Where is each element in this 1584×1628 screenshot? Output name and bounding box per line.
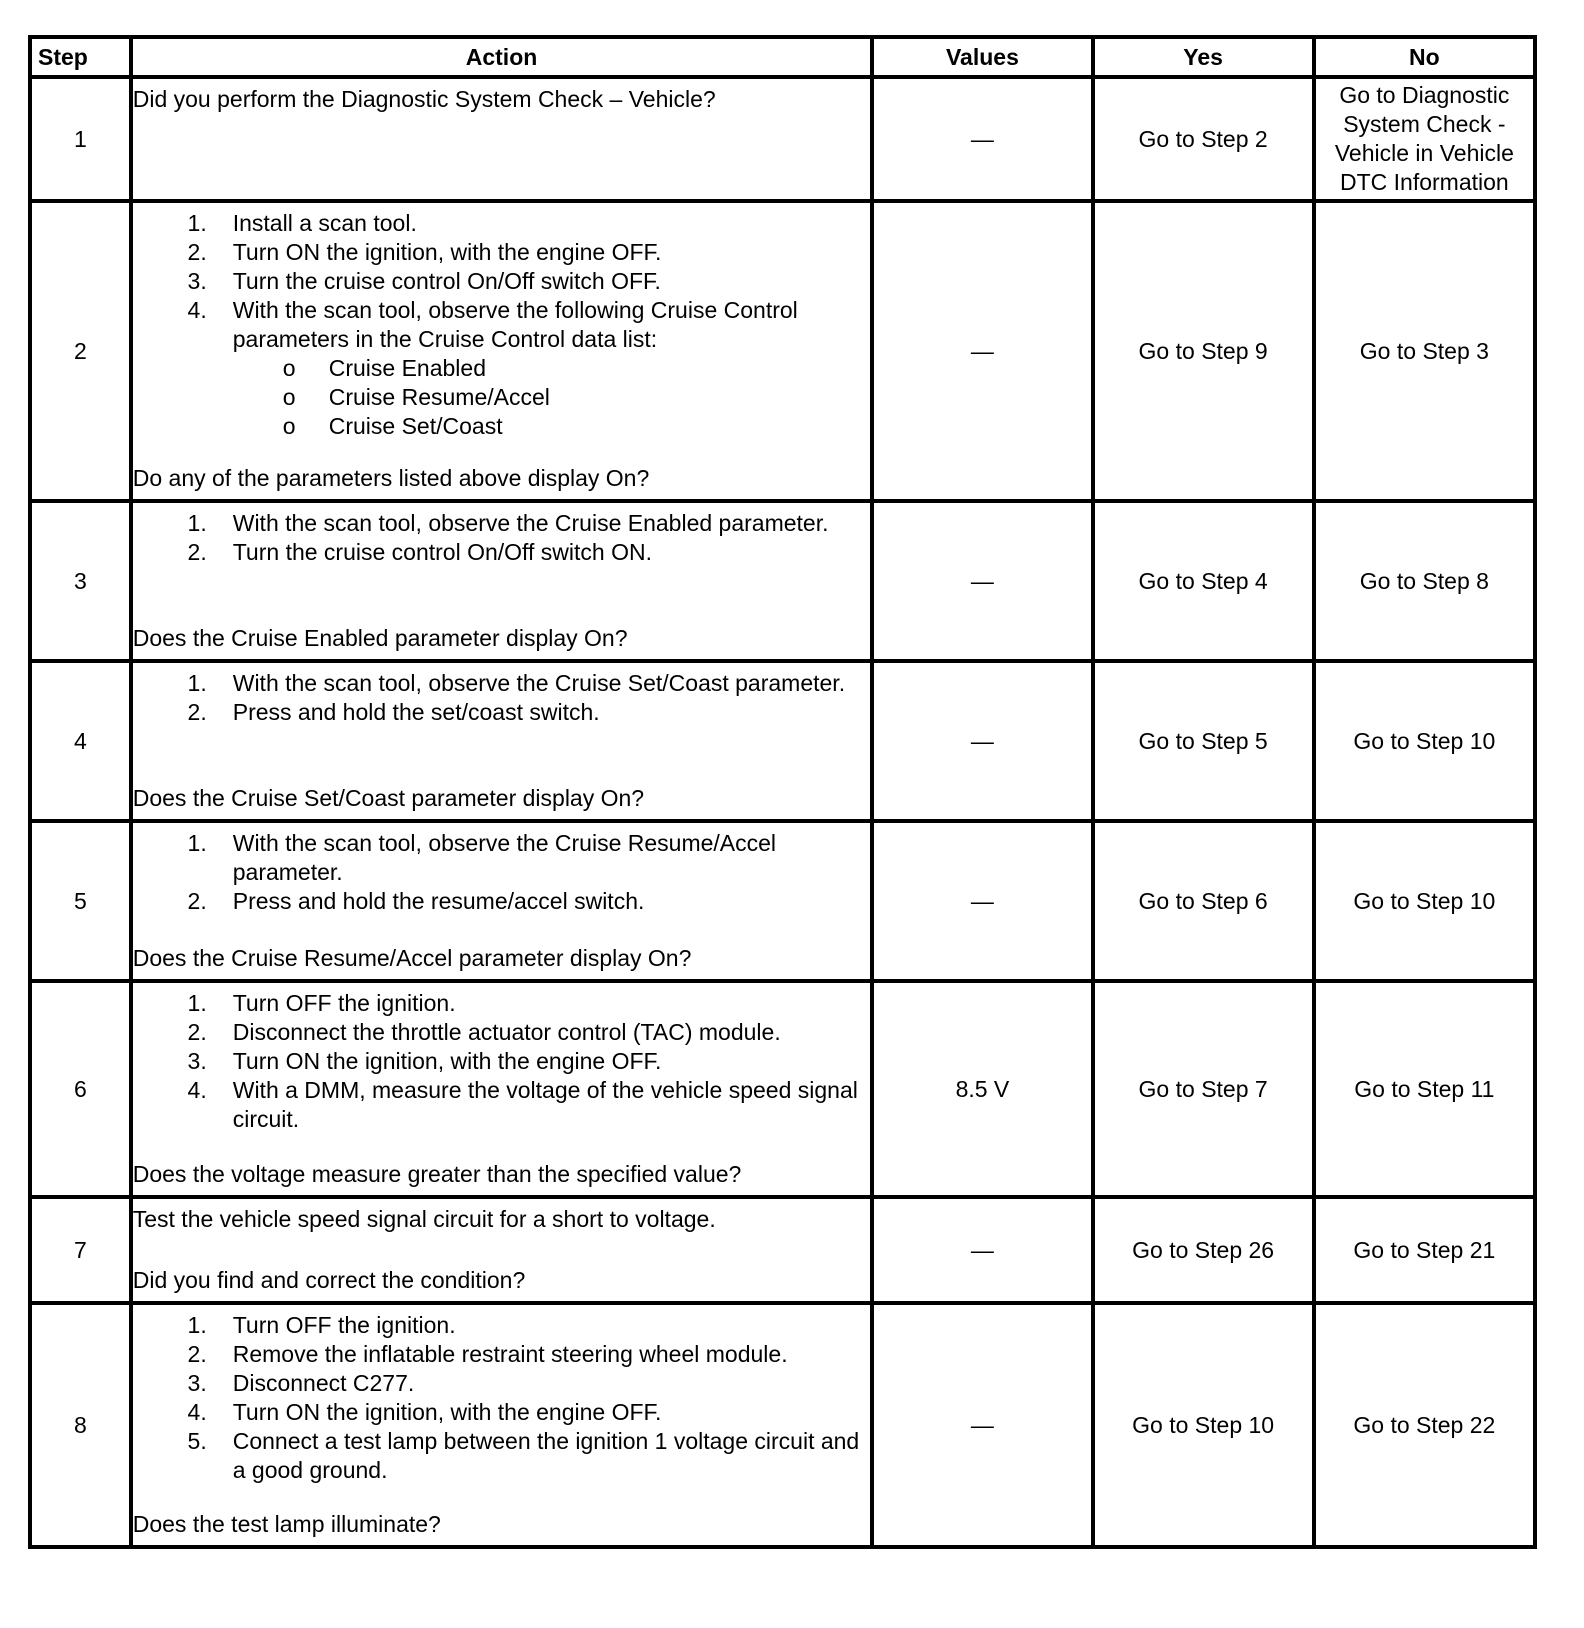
value-cell: — (872, 1303, 1092, 1547)
parameter-item (283, 412, 871, 441)
action-cell (131, 1303, 873, 1547)
action-step-text: With the scan tool, observe the Cruise Enabled parameter. (232, 510, 829, 536)
action-step-text: Turn OFF the ignition. (232, 990, 456, 1016)
yes-result: Go to Step 10 (1093, 1303, 1314, 1547)
action-step (179, 989, 871, 1018)
action-step (179, 238, 871, 267)
step-number: 8 (30, 1303, 131, 1547)
action-step (179, 509, 871, 538)
action-step (179, 1018, 871, 1047)
action-step-number: 2. (187, 1341, 207, 1367)
header-row (30, 37, 1535, 77)
action-step (179, 1311, 871, 1340)
action-question: Does the Cruise Enabled parameter display On? (132, 625, 628, 651)
action-step-text: Turn the cruise control On/Off switch ON. (232, 539, 652, 565)
yes-result: Go to Step 2 (1093, 77, 1314, 201)
action-step (179, 1369, 871, 1398)
action-step-number: 4. (187, 1077, 207, 1103)
action-steps-list (133, 509, 871, 567)
action-step-text: Install a scan tool. (232, 210, 417, 236)
parameter-item (283, 383, 871, 412)
action-step-number: 1. (187, 210, 207, 236)
action-step (179, 267, 871, 296)
action-step-number: 3. (187, 1370, 207, 1396)
action-question: Does the voltage measure greater than the specified value? (132, 1161, 742, 1187)
table-row (30, 1303, 1535, 1547)
action-question: Does the test lamp illuminate? (132, 1511, 441, 1537)
no-result: Go to Step 10 (1314, 821, 1535, 981)
circle-bullet-icon: o (282, 384, 296, 410)
yes-result: Go to Step 7 (1093, 981, 1314, 1197)
action-step-number: 1. (187, 990, 207, 1016)
table-row (30, 501, 1535, 661)
table-row (30, 1197, 1535, 1303)
no-result: Go to Step 22 (1314, 1303, 1535, 1547)
value-cell: — (872, 1197, 1092, 1303)
action-step-number: 3. (187, 268, 207, 294)
action-step (179, 538, 871, 567)
action-steps-list (133, 989, 871, 1134)
action-step-text: Press and hold the resume/accel switch. (232, 888, 645, 914)
action-cell (131, 1197, 873, 1303)
action-step-text: Disconnect C277. (232, 1370, 415, 1396)
circle-bullet-icon: o (282, 355, 296, 381)
action-step (179, 829, 871, 887)
action-step (179, 669, 871, 698)
step-number: 5 (30, 821, 131, 981)
action-step-text: Turn ON the ignition, with the engine OFF. (232, 1399, 662, 1425)
action-instruction: Test the vehicle speed signal circuit for a short to voltage. (132, 1206, 716, 1232)
no-result: Go to Step 8 (1314, 501, 1535, 661)
action-step-text: With a DMM, measure the voltage of the vehicle speed signal circuit. (232, 1077, 858, 1132)
no-result: Go to Step 10 (1314, 661, 1535, 821)
action-cell (131, 77, 873, 201)
action-step-text: Disconnect the throttle actuator control (TAC) module. (232, 1019, 781, 1045)
action-instruction: Did you perform the Diagnostic System Check – Vehicle? (132, 86, 716, 112)
table-row (30, 77, 1535, 201)
action-question: Did you find and correct the condition? (132, 1267, 526, 1293)
table-row (30, 981, 1535, 1197)
action-question: Does the Cruise Resume/Accel parameter display On? (132, 945, 692, 971)
parameter-list (233, 354, 871, 441)
action-step-text: Remove the inflatable restraint steering wheel module. (232, 1341, 788, 1367)
no-result: Go to Diagnostic System Check - Vehicle in Vehicle DTC Information (1314, 77, 1535, 201)
action-steps-list (133, 1311, 871, 1485)
parameter-name: Cruise Set/Coast (328, 413, 503, 439)
diagnostic-table (28, 35, 1537, 1549)
value-cell: — (872, 501, 1092, 661)
action-step (179, 209, 871, 238)
action-step-text: Press and hold the set/coast switch. (232, 699, 600, 725)
action-step-number: 1. (187, 830, 207, 856)
action-step-number: 2. (187, 239, 207, 265)
action-step-text: With the scan tool, observe the Cruise Set/Coast parameter. (232, 670, 846, 696)
yes-result: Go to Step 4 (1093, 501, 1314, 661)
step-number: 1 (30, 77, 131, 201)
action-step-text: Turn the cruise control On/Off switch OFF. (232, 268, 661, 294)
action-step-number: 4. (187, 1399, 207, 1425)
action-step-number: 4. (187, 297, 207, 323)
no-result: Go to Step 11 (1314, 981, 1535, 1197)
action-step-text: Turn ON the ignition, with the engine OFF. (232, 239, 662, 265)
action-steps-list (133, 669, 871, 727)
action-step-number: 1. (187, 1312, 207, 1338)
action-cell (131, 981, 873, 1197)
action-step-text: Turn OFF the ignition. (232, 1312, 456, 1338)
value-cell: — (872, 661, 1092, 821)
action-step-number: 2. (187, 539, 207, 565)
action-cell (131, 661, 873, 821)
header-step: Step (30, 37, 131, 77)
action-steps-list (133, 209, 871, 441)
header-values: Values (872, 37, 1092, 77)
table-body (30, 77, 1535, 1547)
no-result: Go to Step 3 (1314, 201, 1535, 501)
action-step-number: 1. (187, 510, 207, 536)
yes-result: Go to Step 5 (1093, 661, 1314, 821)
step-number: 3 (30, 501, 131, 661)
parameter-name: Cruise Enabled (328, 355, 486, 381)
step-number: 7 (30, 1197, 131, 1303)
action-step-text: Turn ON the ignition, with the engine OFF. (232, 1048, 662, 1074)
action-steps-list (133, 829, 871, 916)
step-number: 4 (30, 661, 131, 821)
parameter-item (283, 354, 871, 383)
action-step (179, 1076, 871, 1134)
table-row (30, 821, 1535, 981)
action-step (179, 296, 871, 441)
circle-bullet-icon: o (282, 413, 296, 439)
no-result: Go to Step 21 (1314, 1197, 1535, 1303)
action-step (179, 698, 871, 727)
header-no: No (1314, 37, 1535, 77)
parameter-name: Cruise Resume/Accel (328, 384, 550, 410)
action-question: Does the Cruise Set/Coast parameter display On? (132, 785, 645, 811)
step-number: 2 (30, 201, 131, 501)
action-step-number: 2. (187, 888, 207, 914)
yes-result: Go to Step 6 (1093, 821, 1314, 981)
action-step-text: Connect a test lamp between the ignition 1 voltage circuit and a good ground. (232, 1428, 860, 1483)
action-step-number: 2. (187, 1019, 207, 1045)
value-cell: — (872, 821, 1092, 981)
action-question: Do any of the parameters listed above display On? (132, 465, 650, 491)
action-step (179, 887, 871, 916)
action-step-text: With the scan tool, observe the following Cruise Control parameters in the Cruise Control data list: (232, 297, 798, 352)
action-step-number: 3. (187, 1048, 207, 1074)
action-step (179, 1340, 871, 1369)
table-row (30, 201, 1535, 501)
header-action: Action (131, 37, 873, 77)
yes-result: Go to Step 9 (1093, 201, 1314, 501)
action-step-number: 2. (187, 699, 207, 725)
yes-result: Go to Step 26 (1093, 1197, 1314, 1303)
value-cell: — (872, 77, 1092, 201)
step-number: 6 (30, 981, 131, 1197)
action-step (179, 1398, 871, 1427)
action-cell (131, 821, 873, 981)
action-step-number: 1. (187, 670, 207, 696)
table-row (30, 661, 1535, 821)
action-step-text: With the scan tool, observe the Cruise Resume/Accel parameter. (232, 830, 777, 885)
value-cell: 8.5 V (872, 981, 1092, 1197)
action-step-number: 5. (187, 1428, 207, 1454)
value-cell: — (872, 201, 1092, 501)
action-cell (131, 501, 873, 661)
action-step (179, 1047, 871, 1076)
action-step (179, 1427, 871, 1485)
header-yes: Yes (1093, 37, 1314, 77)
action-cell (131, 201, 873, 501)
